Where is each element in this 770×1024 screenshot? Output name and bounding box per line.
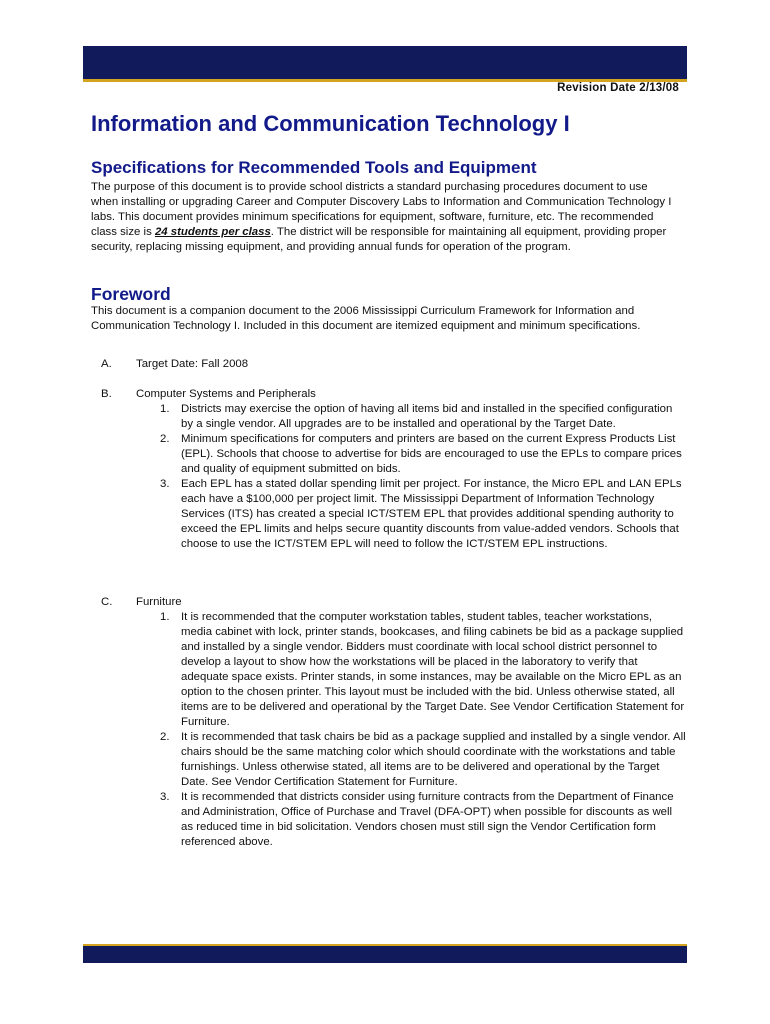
spec-paragraph (91, 180, 676, 255)
revision-date: Revision Date 2/13/08 (557, 82, 679, 94)
foreword-paragraph: This document is a companion document to the 2006 Mississippi Curriculum Framework for Information and Communication Technology I. Included in this document are itemized equipment and minimum specifications. (91, 305, 641, 332)
page-title: Information and Communication Technology I (91, 111, 570, 136)
outline-section-a (91, 357, 686, 372)
class-size: 24 students per class (154, 226, 271, 238)
item-text: Minimum specifications for computers and printers are based on the current Express Products List (EPL). Schools that choose to advertise for bids are encouraged to use the EPLs to compare prices and quality of equipment submitted on bids. (181, 433, 682, 475)
section-title: Target Date: Fall 2008 (136, 358, 249, 370)
spec-text-before: The purpose of this document is to provide school districts a standard purchasing procedures document to use when installing or upgrading Career and Computer Discovery Labs to Information and Communication Technology I labs. This document provides minimum specifications for equipment, software, furniture, etc. The recommended class size is (91, 181, 672, 238)
item-text: It is recommended that task chairs be bid as a package supplied and installed by a single vendor. All chairs should be the same matching color which should coordinate with the workstations and table furnishings. Unless otherwise stated, all items are to be delivered and operational by the Target Date. See Vendor Certification Statement for Furniture. (181, 731, 686, 788)
list-item (136, 477, 686, 552)
list-item (136, 610, 686, 730)
header-band (83, 46, 687, 79)
item-number: 1. (160, 611, 170, 623)
section-letter: C. (101, 596, 113, 608)
foreword-heading: Foreword (91, 284, 171, 304)
section-title: Furniture (136, 596, 182, 608)
item-number: 2. (160, 731, 170, 743)
list-item (136, 402, 686, 432)
section-b (91, 387, 686, 552)
item-number: 3. (160, 791, 170, 803)
footer-band (83, 946, 687, 963)
section-title: Computer Systems and Peripherals (136, 388, 316, 400)
section-c (91, 595, 686, 850)
item-text: Districts may exercise the option of having all items bid and installed in the specified configuration by a single vendor. All upgrades are to be installed and operational by the Target Date. (181, 403, 673, 430)
item-number: 2. (160, 433, 170, 445)
outline-section-b (91, 387, 686, 552)
section-c-list (136, 610, 686, 850)
spec-text-after: . The district will be responsible for maintaining all equipment, providing proper security, replacing missing equipment, and providing annual funds for operation of the program. (91, 226, 667, 253)
outline-section-c (91, 595, 686, 850)
item-number: 3. (160, 478, 170, 490)
list-item (136, 730, 686, 790)
section-letter: B. (101, 388, 112, 400)
list-item (136, 432, 686, 477)
list-item (136, 790, 686, 850)
section-letter: A. (101, 358, 112, 370)
section-a (91, 357, 686, 372)
spec-heading: Specifications for Recommended Tools and Equipment (91, 158, 537, 177)
item-text: It is recommended that districts consider using furniture contracts from the Department of Finance and Administration, Office of Purchase and Travel (DFA-OPT) when possible for discounts as well as reduced time in bid solicitation. Vendors chosen must still sign the Vendor Certification form referenced above. (181, 791, 674, 848)
item-number: 1. (160, 403, 170, 415)
section-b-list (136, 402, 686, 552)
item-text: It is recommended that the computer workstation tables, student tables, teacher workstations, media cabinet with lock, printer stands, bookcases, and filing cabinets be bid as a package supplied and installed by a single vendor. Bidders must coordinate with local school district personnel to develop a layout to show how the workstations will be placed in the laboratory to verify that adequate space exists. Printer stands, in some instances, may be available on the Micro EPL as an option to the chosen printer. This layout must be included with the bid. Unless otherwise stated, all items are to be delivered and operational by the Target Date. See Vendor Certification Statement for Furniture. (181, 611, 685, 728)
item-text: Each EPL has a stated dollar spending limit per project. For instance, the Micro EPL and LAN EPLs each have a $100,000 per project limit. The Mississippi Department of Information Technology Services (ITS) has created a special ICT/STEM EPL that provides additional spending authority to exceed the EPL limits and helps secure quantity discounts from value-added vendors. Schools that choose to use the ICT/STEM EPL will need to follow the ICT/STEM EPL instructions. (181, 478, 682, 550)
